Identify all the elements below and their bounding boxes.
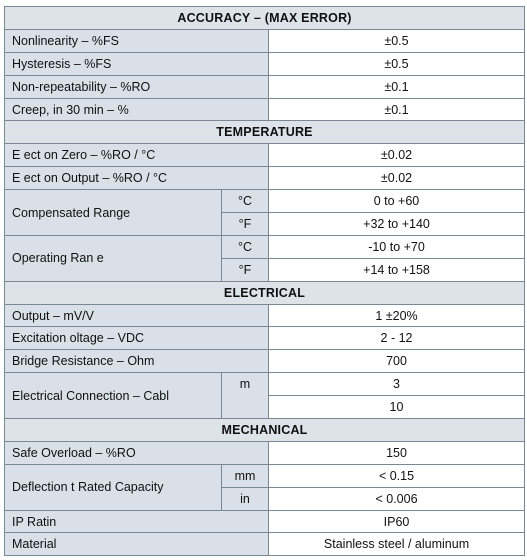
row-value-non-repeatability: ±0.1: [269, 75, 525, 98]
table-row: [5, 464, 525, 487]
row-label-excitation: Excitation oltage – VDC: [5, 327, 269, 350]
row-value-operating-fahrenheit: +14 to +158: [269, 258, 525, 281]
table-row: [5, 75, 525, 98]
table-row: [5, 327, 525, 350]
row-value-hysteresis: ±0.5: [269, 52, 525, 75]
row-label-operating-range: Operating Ran e: [5, 235, 222, 281]
row-label-deflection: Deflection t Rated Capacity: [5, 464, 222, 510]
row-value-operating-celsius: -10 to +70: [269, 235, 525, 258]
table-row: [5, 373, 525, 396]
row-value-compensated-fahrenheit: +32 to +140: [269, 213, 525, 236]
table-row: [5, 167, 525, 190]
row-label-nonlinearity: Nonlinearity – %FS: [5, 29, 269, 52]
table-row: [5, 304, 525, 327]
section-header-mechanical: MECHANICAL: [5, 419, 525, 442]
section-header-electrical: ELECTRICAL: [5, 281, 525, 304]
row-value-nonlinearity: ±0.5: [269, 29, 525, 52]
unit-fahrenheit: °F: [222, 258, 269, 281]
unit-millimeters: mm: [222, 464, 269, 487]
row-label-material: Material: [5, 533, 269, 556]
table-row: [5, 510, 525, 533]
unit-inches: in: [222, 487, 269, 510]
table-row: [5, 350, 525, 373]
table-row: [5, 52, 525, 75]
row-label-compensated-range: Compensated Range: [5, 190, 222, 236]
row-value-excitation: 2 - 12: [269, 327, 525, 350]
unit-celsius: °C: [222, 190, 269, 213]
row-value-bridge-resistance: 700: [269, 350, 525, 373]
row-label-effect-zero: E ect on Zero – %RO / °C: [5, 144, 269, 167]
section-header-temperature: TEMPERATURE: [5, 121, 525, 144]
table-row: [5, 29, 525, 52]
row-value-effect-output: ±0.02: [269, 167, 525, 190]
row-value-deflection-mm: < 0.15: [269, 464, 525, 487]
unit-celsius: °C: [222, 235, 269, 258]
row-value-output: 1 ±20%: [269, 304, 525, 327]
row-value-safe-overload: 150: [269, 441, 525, 464]
table-row: [5, 190, 525, 213]
row-label-safe-overload: Safe Overload – %RO: [5, 441, 269, 464]
row-value-compensated-celsius: 0 to +60: [269, 190, 525, 213]
row-value-cable-length-2: 10: [269, 396, 525, 419]
table-row: [5, 98, 525, 121]
unit-fahrenheit: °F: [222, 213, 269, 236]
table-row: [5, 144, 525, 167]
section-row-temperature: [5, 121, 525, 144]
spec-table: [4, 6, 525, 556]
unit-meters: m: [222, 373, 269, 419]
row-label-bridge-resistance: Bridge Resistance – Ohm: [5, 350, 269, 373]
row-label-effect-output: E ect on Output – %RO / °C: [5, 167, 269, 190]
row-value-cable-length-1: 3: [269, 373, 525, 396]
row-label-ip-rating: IP Ratin: [5, 510, 269, 533]
row-label-creep: Creep, in 30 min – %: [5, 98, 269, 121]
row-label-non-repeatability: Non-repeatability – %RO: [5, 75, 269, 98]
table-row: [5, 441, 525, 464]
table-row: [5, 533, 525, 556]
row-value-deflection-in: < 0.006: [269, 487, 525, 510]
section-row-accuracy: [5, 7, 525, 30]
row-label-electrical-connection: Electrical Connection – Cabl: [5, 373, 222, 419]
section-header-accuracy: ACCURACY – (MAX ERROR): [5, 7, 525, 30]
row-value-material: Stainless steel / aluminum: [269, 533, 525, 556]
row-label-hysteresis: Hysteresis – %FS: [5, 52, 269, 75]
section-row-mechanical: [5, 419, 525, 442]
section-row-electrical: [5, 281, 525, 304]
row-value-ip-rating: IP60: [269, 510, 525, 533]
row-value-creep: ±0.1: [269, 98, 525, 121]
row-value-effect-zero: ±0.02: [269, 144, 525, 167]
table-row: [5, 235, 525, 258]
row-label-output: Output – mV/V: [5, 304, 269, 327]
